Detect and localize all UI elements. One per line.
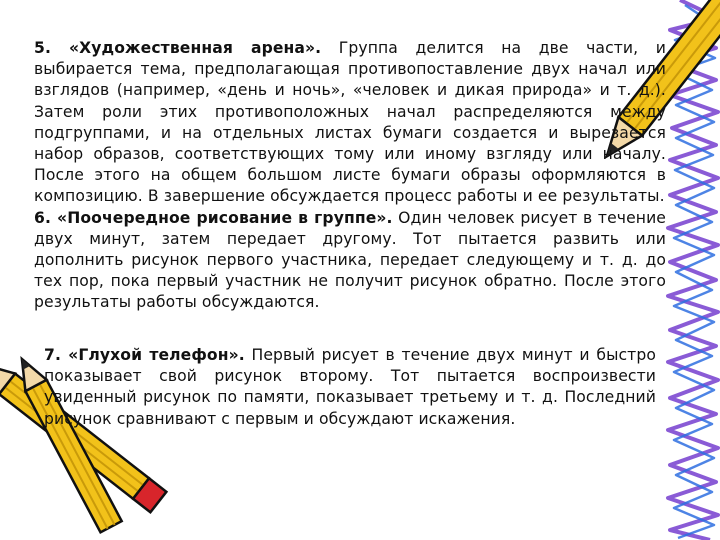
item-6-body: Один человек рисует в течение двух минут, затем передает другому. Тот пытается развить или дополнить рисунок первого участника, передает следующему и т. д. до тех пор, пока первый участник не получит рисунок обратно. После этого результаты работы обсуждаются. bbox=[34, 208, 667, 312]
item-7 bbox=[44, 345, 656, 430]
item-7-body: Первый рисует в течение двух минут и быстро показывает свой рисунок второму. Тот пытается воспроизвести увиденный рисунок по памяти, показывает третьему и т. д. Последний рисунок сравнивают с первым и обсуждают искажения. bbox=[44, 346, 656, 428]
item-6-heading: 6. «Поочередное рисование в группе». bbox=[34, 208, 393, 227]
item-7-heading: 7. «Глухой телефон». bbox=[44, 346, 245, 364]
item-5-heading: 5. «Художественная арена». bbox=[34, 39, 322, 57]
item-5-body: Группа делится на две части, и выбирается тема, предполагающая противопоставление двух начал или взглядов (например, «день и ночь», «человек и дикая природа» и т. д.). Затем роли этих противоположных начал распределяются между подгруппами, и на отдельных листах бумаги создается и вырезается набор образов, соответствующих тому или иному взгляду или началу. После этого на общем большом листе бумаги образы оформляются в композицию. В завершение обсуждается процесс работы и ее результаты. bbox=[34, 39, 666, 206]
item-7-block bbox=[44, 345, 656, 430]
main-text bbox=[34, 38, 666, 314]
item-5 bbox=[34, 38, 666, 208]
item-6 bbox=[34, 208, 666, 314]
